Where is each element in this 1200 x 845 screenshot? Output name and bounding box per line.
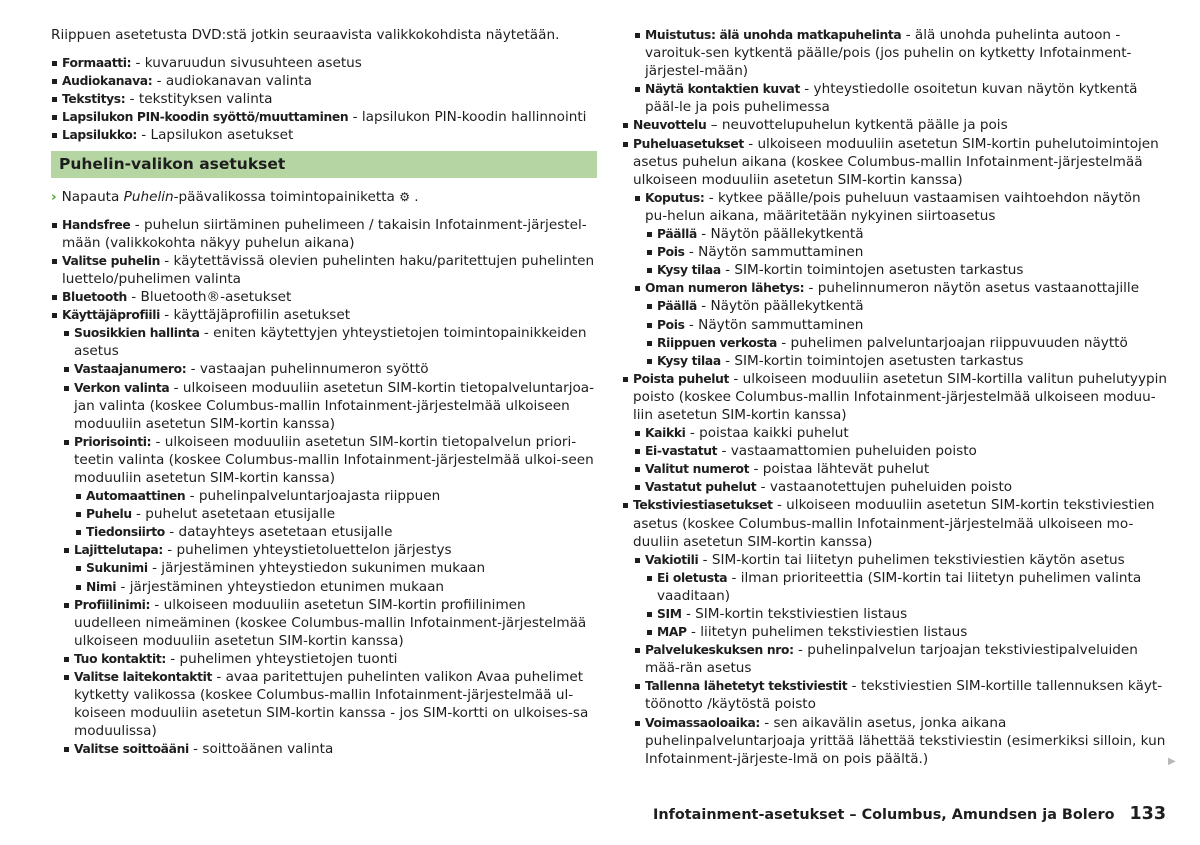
phone-setting-item [75,559,597,577]
phone-setting-item [646,316,1167,334]
item-description: - käyttäjäprofiilin asetukset [159,307,351,324]
item-term: Vastaajanumero: [74,362,187,377]
step-suffix: -päävalikossa toimintopainiketta [173,188,400,205]
item-term: Nimi [86,579,117,594]
item-description: - ilman prioriteettia (SIM-kortin tai liitetyn puhelimen valinta vaaditaan) [657,569,1142,604]
item-description: - puhelimen palveluntarjoajan riippuvuuden näyttö [776,334,1128,351]
item-term: Koputus: [645,190,705,205]
step-menu-name: Puhelin [123,188,174,205]
phone-setting-item [63,379,597,433]
page-number: 133 [1129,804,1166,824]
phone-setting-item [634,189,1167,225]
phone-setting-item [634,80,1167,116]
item-term: Profiilinimi: [74,597,151,612]
item-description: - SIM-kortin tai liitetyn puhelimen tekstiviestien käytön asetus [698,551,1125,568]
item-term: Kysy tilaa [657,263,721,278]
page-footer [653,804,1166,824]
item-term: Ei-vastatut [645,444,718,459]
item-term: Neuvottelu [633,118,707,133]
item-description: - älä unohda puhelinta autoon - varoituk-sen kytkentä päälle/pois (jos puhelin on kytketty Infotainment-järjestel-mään) [645,27,1132,80]
item-description: - vastaajan puhelinnumeron syöttö [186,361,429,378]
step-prefix: Napauta [61,188,124,205]
item-term: Lajittelutapa: [74,543,163,558]
phone-settings-list-right [622,26,1167,768]
item-term: Tekstiviestiasetukset [633,498,773,513]
phone-setting-item [63,668,597,740]
phone-setting-item [634,714,1167,768]
item-description: - Näytön päällekytkentä [696,226,864,243]
item-term: Puheluasetukset [633,136,744,151]
phone-setting-item [634,279,1167,297]
item-term: Päällä [657,299,697,314]
item-description: - puhelut asetetaan etusijalle [131,506,336,523]
item-term: Sukunimi [86,561,148,576]
left-column [51,26,597,758]
item-description: - ulkoiseen moduuliin asetetun SIM-kortin puhelutoimintojen asetus puhelun aikana (koskee Columbus-mallin Infotainment-järjestelmää ulkoiseen moduuliin asetetun SIM-kortin kanssa) [633,135,1159,188]
item-description: - liitetyn puhelimen tekstiviestien listaus [686,624,968,641]
item-description: – neuvottelupuhelun kytkentä päälle ja pois [706,117,1008,134]
phone-setting-item [63,740,597,758]
dvd-menu-item [51,72,597,90]
phone-setting-item [63,324,597,360]
phone-setting-item [622,370,1167,424]
item-term: Valitse laitekontaktit [74,670,213,684]
phone-setting-item [51,252,597,288]
item-term: Muistutus: älä unohda matkapuhelinta [645,28,902,42]
intro-text: Riippuen asetetusta DVD:stä jotkin seuraavista valikkokohdista näytetään. [51,27,560,43]
item-term: MAP [657,625,687,640]
item-term: Näytä kontaktien kuvat [645,82,800,97]
phone-setting-item [75,487,597,505]
item-description: - ulkoiseen moduuliin asetetun SIM-kortin tekstiviestien asetus (koskee Columbus-mallin Infotainment-järjestelmää ulkoiseen mo-duuliin asetetun SIM-kortin kanssa) [633,497,1155,550]
phone-setting-item [646,261,1167,279]
item-description: - Näytön päällekytkentä [696,298,864,315]
item-term: Vakiotili [645,552,699,567]
phone-setting-item [75,523,597,541]
item-term: Ei oletusta [657,570,728,585]
item-description: - puhelinnumeron näytön asetus vastaanottajille [804,280,1140,297]
item-description: - lapsilukon PIN-koodin hallinnointi [348,109,587,126]
item-description: - Näytön sammuttaminen [684,316,864,333]
item-description: - järjestäminen yhteystiedon etunimen mukaan [116,578,445,595]
item-description: - SIM-kortin tekstiviestien listaus [681,606,908,622]
phone-setting-item [634,641,1167,677]
phone-setting-item [51,216,597,252]
item-description: - poistaa lähtevät puhelut [749,461,930,478]
item-term: Verkon valinta [74,380,170,395]
step-end: . [409,188,419,205]
dvd-menu-item [51,108,597,126]
dvd-menu-list [51,54,597,144]
item-term: Tallenna lähetetyt tekstiviestit [645,679,848,694]
item-description: - SIM-kortin toimintojen asetusten tarkastus [720,352,1024,369]
phone-setting-item [634,460,1167,478]
phone-setting-item [634,424,1167,442]
item-description: - järjestäminen yhteystiedon sukunimen mukaan [147,560,486,577]
item-description: - eniten käytettyjen yhteystietojen toimintopainikkeiden asetus [74,325,587,360]
right-column [622,26,1167,768]
item-description: - tekstityksen valinta [125,91,273,108]
phone-setting-item [634,551,1167,569]
phone-setting-item [646,334,1167,352]
section-heading: Puhelin-valikon asetukset [51,151,597,178]
item-description: - puhelimen yhteystietoluettelon järjestys [162,542,452,559]
item-term: Palvelukeskuksen nro: [645,643,794,658]
item-description: - SIM-kortin toimintojen asetusten tarkastus [720,262,1024,279]
item-description: - Bluetooth®-asetukset [126,289,292,306]
item-term: Automaattinen [86,489,186,504]
phone-setting-item [622,135,1167,189]
item-term: Audiokanava: [62,74,153,89]
item-term: Valitse puhelin [62,253,160,268]
phone-setting-item [622,116,1167,134]
item-description: - vastaanotettujen puheluiden poisto [756,479,1013,496]
item-description: - käytettävissä olevien puhelinten haku/paritettujen puhelinten luettelo/puhelimen valinta [62,252,595,287]
item-term: Priorisointi: [74,434,152,449]
phone-setting-item [622,496,1167,550]
phone-setting-item [646,297,1167,315]
phone-setting-item [634,677,1167,713]
phone-setting-item [646,605,1167,623]
phone-setting-item [646,225,1167,243]
item-term: Tuo kontaktit: [74,651,166,666]
phone-setting-item [634,442,1167,460]
item-description: - poistaa kaikki puhelut [685,425,849,442]
item-term: Päällä [657,227,697,242]
item-term: Vastatut puhelut [645,480,757,495]
item-term: Pois [657,317,685,332]
item-term: Voimassaoloaika: [645,715,760,730]
item-term: Puhelu [86,507,132,522]
phone-setting-item [634,478,1167,496]
dvd-menu-item [51,90,597,108]
item-description: - Lapsilukon asetukset [136,127,294,144]
item-term: Pois [657,245,685,260]
continue-arrow-icon: ▶ [1168,756,1176,767]
phone-setting-item [51,288,597,306]
phone-setting-item [63,360,597,378]
item-description: - tekstiviestien SIM-kortille tallennuksen käyt-töönotto /käytöstä poisto [645,678,1163,713]
item-description: - puhelimen yhteystietojen tuonti [165,650,398,667]
item-term: SIM [657,607,682,621]
item-term: Formaatti: [62,56,132,71]
item-description: - datayhteys asetetaan etusijalle [164,524,393,541]
item-term: Valitse soittoääni [74,742,189,757]
instruction-step [51,188,597,206]
item-term: Käyttäjäprofiili [62,308,160,323]
item-description: - vastaamattomien puheluiden poisto [717,443,977,460]
item-term: Tiedonsiirto [86,525,165,540]
item-description: - soittoäänen valinta [188,741,334,758]
item-term: Riippuen verkosta [657,335,777,350]
item-description: - ulkoiseen moduuliin asetetun SIM-kortin tietopalvelun priori-teetin valinta (koskee Columbus-mallin Infotainment-järjestelmää ulkoi-seen moduuliin asetetun SIM-kortin kanssa) [74,433,594,486]
item-description: - sen aikavälin asetus, jonka aikana puhelinpalveluntarjoaja yrittää lähettää tekstiviestin (esimerkiksi silloin, kun Infotainment-järjeste-lmä on pois päältä.) [645,714,1166,767]
item-description: - avaa paritettujen puhelinten valikon Avaa puhelimet kytketty valikossa (koskee Columbus-mallin Infotainment-järjestelmää ul-koiseen moduuliin asetetun SIM-kortin kanssa - jos SIM-kortti on ulkoises-sa moduulissa) [74,669,589,740]
phone-setting-item [63,650,597,668]
item-description: - ulkoiseen moduuliin asetetun SIM-kortin tietopalveluntarjoa-jan valinta (koskee Columbus-mallin Infotainment-järjestelmää ulkoiseen moduuliin asetetun SIM-kortin kanssa) [74,379,595,432]
phone-setting-item [75,578,597,596]
item-term: Poista puhelut [633,371,730,386]
item-description: - puhelinpalvelun tarjoajan tekstiviestipalveluiden mää-rän asetus [645,642,1138,677]
phone-setting-item [51,306,597,324]
item-term: Oman numeron lähetys: [645,281,805,296]
phone-setting-item [63,596,597,650]
item-description: - yhteystiedolle osoitetun kuvan näytön kytkentä pääl-le ja pois puhelimessa [645,81,1138,116]
item-description: - kytkee päälle/pois puheluun vastaamisen vaihtoehdon näytön pu-helun aikana, määritetään nykyinen siirtoasetus [645,189,1141,224]
item-term: Bluetooth [62,290,127,305]
item-description: - audiokanavan valinta [152,73,312,90]
phone-setting-item [75,505,597,523]
item-description: - Näytön sammuttaminen [684,244,864,261]
item-description: - ulkoiseen moduuliin asetetun SIM-kortilla valitun puhelutyypin poisto (koskee Columbus-mallin Infotainment-järjestelmää ulkoiseen moduu-liin asetetun SIM-kortin kanssa) [633,370,1168,423]
item-term: Kaikki [645,426,686,441]
item-term: Kysy tilaa [657,353,721,368]
phone-setting-item [646,623,1167,641]
phone-setting-item [646,569,1167,605]
phone-setting-item [646,352,1167,370]
item-term: Suosikkien hallinta [74,326,200,341]
phone-setting-item [646,243,1167,261]
footer-chapter-title: Infotainment-asetukset – Columbus, Amundsen ja Bolero [653,807,1115,823]
item-description: - kuvaruudun sivusuhteen asetus [131,55,362,72]
item-term: Tekstitys: [62,92,126,107]
gear-icon: ⚙ [399,189,410,204]
item-term: Valitut numerot [645,462,750,477]
item-description: - ulkoiseen moduuliin asetetun SIM-kortin profiilinimen uudelleen nimeäminen (koskee Columbus-mallin Infotainment-järjestelmää ulkoiseen moduuliin asetetun SIM-kortin kanssa) [74,596,587,649]
item-term: Handsfree [62,217,131,232]
step-arrow-icon: › [51,188,57,205]
phone-setting-item [63,541,597,559]
item-term: Lapsilukko: [62,128,137,143]
dvd-menu-item [51,126,597,144]
dvd-menu-item [51,54,597,72]
item-description: - puhelun siirtäminen puhelimeen / takaisin Infotainment-järjestel-mään (valikkokohta näkyy puhelun aikana) [62,216,587,251]
phone-settings-list-left [51,216,597,759]
phone-setting-item [634,26,1167,80]
phone-setting-item [63,433,597,487]
item-description: - puhelinpalveluntarjoajasta riippuen [185,488,441,505]
item-term: Lapsilukon PIN-koodin syöttö/muuttaminen [62,110,349,125]
